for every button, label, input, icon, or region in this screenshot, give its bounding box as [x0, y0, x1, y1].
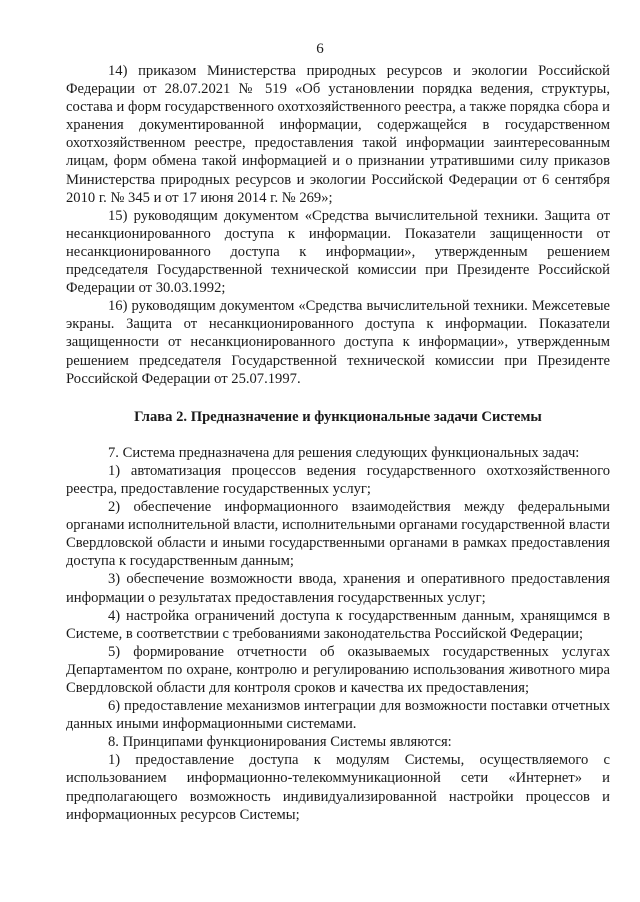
section-8-intro: 8. Принципами функционирования Системы являются:: [108, 734, 452, 751]
section-7-item-1: 1) автоматизация процессов ведения государственного охотхозяйственного реестра, предоставление государственных услуг;: [66, 462, 610, 497]
chapter-heading: Глава 2. Предназначение и функциональные задачи Системы: [134, 408, 542, 425]
list-item-14: 14) приказом Министерства природных ресурсов и экологии Российской Федерации от 28.07.2021 № 519 «Об установлении порядка ведения, структуры, состава и форм государственного охотхозяйственного реестра, а также порядка сбора и хранения документированной информации, содержащейся в государственном охотхозяйственном реестре, предоставления такой информации заинтересованным лицам, форм обмена такой информацией и о признании утратившими силу приказов Министерства природных ресурсов и экологии Российской Федерации от 6 сентября 2010 г. № 345 и от 17 июня 2014 г. № 269»;: [66, 63, 610, 206]
section-7-intro: 7. Система предназначена для решения следующих функциональных задач:: [108, 444, 580, 461]
document-body: [66, 62, 610, 824]
section-7-item-2: 2) обеспечение информационного взаимодействия между федеральными органами исполнительной власти, исполнительными органами государственной власти Свердловской области и иными государственными органами в рамках предоставления доступа к государственным данным;: [66, 499, 610, 570]
page-number: 6: [316, 41, 324, 57]
list-item-16: 16) руководящим документом «Средства вычислительной техники. Межсетевые экраны. Защита от несанкционированного доступа к информации. Показатели защищенности от несанкционированного доступа к информации», утвержденным решением председателя Государственной технической комиссии при Президенте Российской Федерации от 25.07.1997.: [66, 298, 610, 387]
list-item-15: 15) руководящим документом «Средства вычислительной техники. Защита от несанкционированного доступа к информации. Показатели защищенности от несанкционированного доступа к информации», утвержденным решением председателя Государственной технической комиссии при Президенте Российской Федерации от 30.03.1992;: [66, 207, 610, 297]
section-8-item-1: 1) предоставление доступа к модулям Системы, осуществляемого с использованием информационно-телекоммуникационной сети «Интернет» и предполагающего возможность индивидуализированной настройки процессов и информационных ресурсов Системы;: [66, 752, 610, 823]
section-7-item-3: 3) обеспечение возможности ввода, хранения и оперативного предоставления информации о результатах предоставления государственных услуг;: [66, 571, 610, 606]
section-7-item-4: 4) настройка ограничений доступа к государственным данным, хранящимся в Системе, в соответствии с требованиями законодательства Российской Федерации;: [66, 607, 610, 642]
section-7-item-5: 5) формирование отчетности об оказываемых государственных услугах Департаментом по охране, контролю и регулированию использования животного мира Свердловской области для контроля сроков и качества их предоставления;: [66, 643, 610, 696]
section-7-item-6: 6) предоставление механизмов интеграции для возможности поставки отчетных данных иными информационными системами.: [66, 698, 610, 733]
